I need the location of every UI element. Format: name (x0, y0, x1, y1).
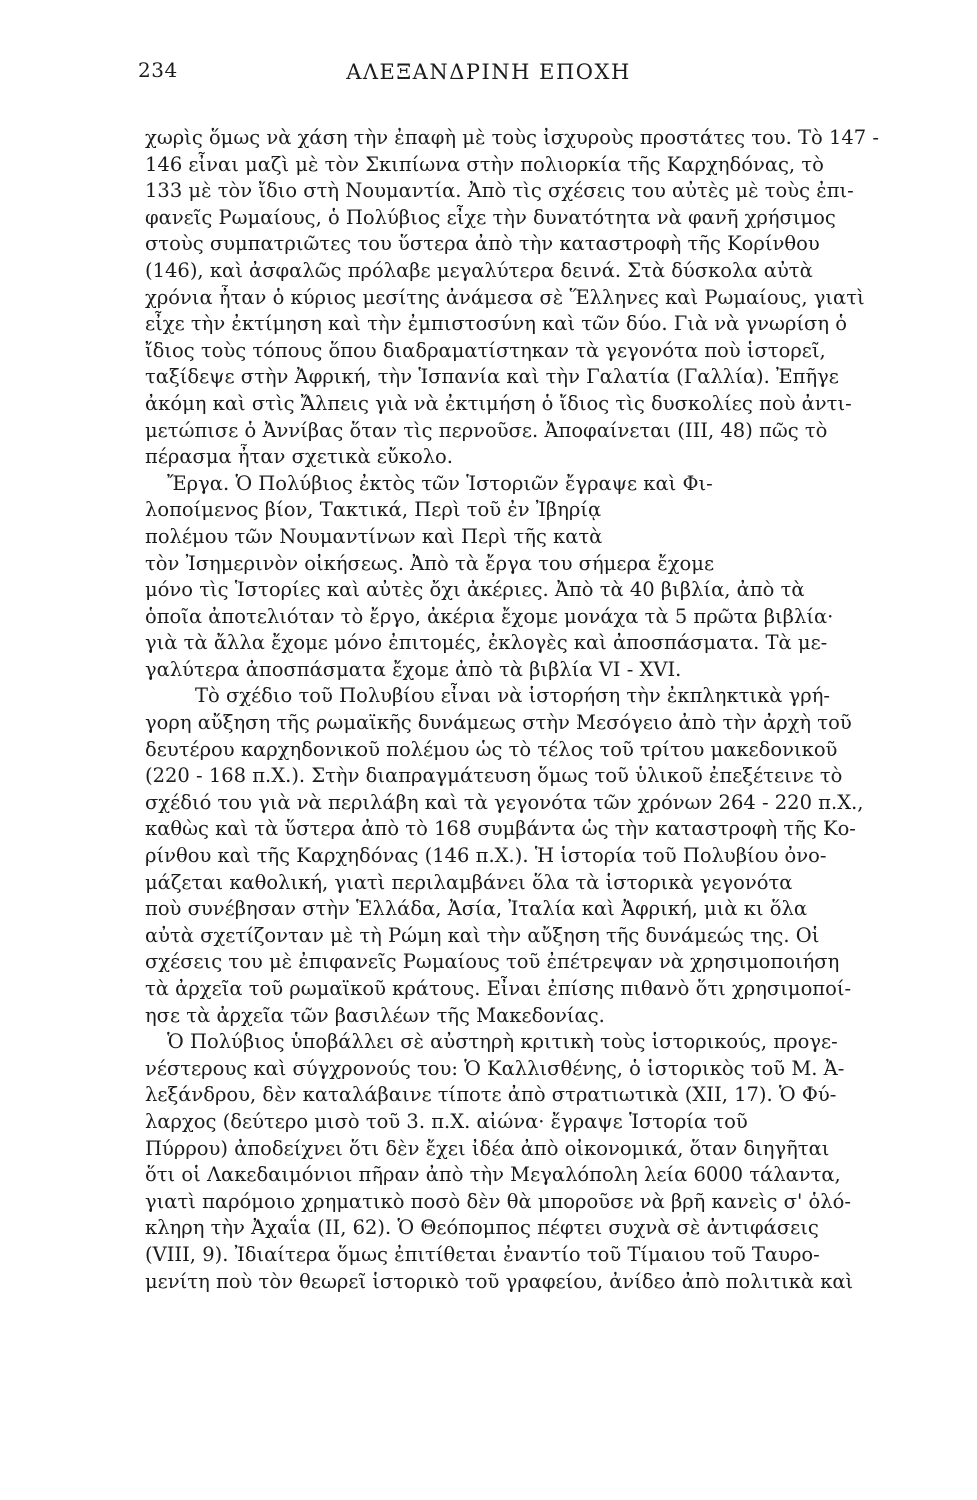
text-line: στοὺς συμπατριῶτες του ὕστερα ἀπὸ τὴν καταστροφὴ τῆς Κορίνθου (145, 232, 820, 256)
text-line: 146 εἶναι μαζὶ μὲ τὸν Σκιπίωνα στὴν πολιορκία τῆς Καρχηδόνας, τὸ (145, 152, 824, 176)
text-line: γιὰ τὰ ἄλλα ἔχομε μόνο ἐπιτομές, ἐκλογὲς καὶ ἀποσπάσματα. Τὰ με- (145, 631, 828, 655)
text-line: χρόνια ἦταν ὁ κύριος μεσίτης ἀνάμεσα σὲ Ἕλληνες καὶ Ρωμαίους, γιατὶ (145, 285, 865, 309)
text-line: (146), καὶ ἀσφαλῶς πρόλαβε μεγαλύτερα δεινά. Στὰ δύσκολα αὐτὰ (145, 258, 813, 282)
text-line: σχέδιό του γιὰ νὰ περιλάβη καὶ τὰ γεγονότα τῶν χρόνων 264 - 220 π.Χ., (145, 790, 864, 814)
text-line: λοποίμενος βίον, Τακτικά, Περὶ τοῦ ἐν Ἰβηρίᾳ (145, 498, 602, 522)
running-head: ΑΛΕΞΑΝΔΡΙΝΗ ΕΠΟΧΗ (346, 60, 631, 84)
body-text (145, 125, 935, 1295)
text-line: τὸν Ἰσημερινὸν οἰκήσεως. Ἀπὸ τὰ ἔργα του σήμερα ἔχομε (145, 551, 715, 575)
text-line: δευτέρου καρχηδονικοῦ πολέμου ὡς τὸ τέλος τοῦ τρίτου μακεδονικοῦ (145, 737, 838, 761)
text-line: 133 μὲ τὸν ἴδιο στὴ Νουμαντία. Ἀπὸ τὶς σχέσεις του αὐτὲς μὲ τοὺς ἐπι- (145, 179, 854, 203)
text-line: μόνο τὶς Ἱστορίες καὶ αὐτὲς ὄχι ἀκέριες. Ἀπὸ τὰ 40 βιβλία, ἀπὸ τὰ (145, 578, 805, 602)
page-number: 234 (138, 58, 178, 82)
text-line: μετώπισε ὁ Ἀννίβας ὅταν τὶς περνοῦσε. Ἀποφαίνεται (III, 48) πῶς τὸ (145, 418, 828, 442)
text-line: χωρὶς ὅμως νὰ χάση τὴν ἐπαφὴ μὲ τοὺς ἰσχυροὺς προστάτες του. Τὸ 147 - (145, 126, 879, 149)
text-line: γιατὶ παρόμοιο χρηματικὸ ποσὸ δὲν θὰ μποροῦσε νὰ βρῆ κανεὶς σ' ὁλό- (145, 1189, 851, 1213)
text-line: ἀκόμη καὶ στὶς Ἄλπεις γιὰ νὰ ἐκτιμήση ὁ ἴδιος τὶς δυσκολίες ποὺ ἀντι- (145, 391, 852, 415)
text-line: ἴδιος τοὺς τόπους ὅπου διαδραματίστηκαν τὰ γεγονότα ποὺ ἱστορεῖ, (145, 338, 826, 362)
text-line: κληρη τὴν Ἀχαΐα (II, 62). Ὁ Θεόπομπος πέφτει συχνὰ σὲ ἀντιφάσεις (145, 1216, 819, 1240)
text-line: ταξίδεψε στὴν Ἀφρική, τὴν Ἱσπανία καὶ τὴν Γαλατία (Γαλλία). Ἐπῆγε (145, 365, 839, 389)
text-line: λεξάνδρου, δὲν καταλάβαινε τίποτε ἀπὸ στρατιωτικὰ (XII, 17). Ὁ Φύ- (145, 1083, 837, 1107)
text-line: πέρασμα ἦταν σχετικὰ εὔκολο. (145, 445, 453, 469)
text-line: γαλύτερα ἀποσπάσματα ἔχομε ἀπὸ τὰ βιβλία VI - XVI. (145, 657, 682, 681)
text-line: εἶχε τὴν ἐκτίμηση καὶ τὴν ἐμπιστοσύνη καὶ τῶν δύο. Γιὰ νὰ γνωρίση ὁ (145, 312, 847, 336)
text-line: καθὼς καὶ τὰ ὕστερα ἀπὸ τὸ 168 συμβάντα ὡς τὴν καταστροφὴ τῆς Κο- (145, 817, 856, 841)
text-line: Ἔργα. Ὁ Πολύβιος ἐκτὸς τῶν Ἱστοριῶν ἔγραψε καὶ Φι- (167, 471, 713, 495)
text-line: μάζεται καθολική, γιατὶ περιλαμβάνει ὅλα τὰ ἱστορικὰ γεγονότα (145, 870, 793, 894)
text-line: ρίνθου καὶ τῆς Καρχηδόνας (146 π.Χ.). Ἡ ἱστορία τοῦ Πολυβίου ὀνο- (145, 844, 827, 868)
text-line: μενίτη ποὺ τὸν θεωρεῖ ἱστορικὸ τοῦ γραφείου, ἀνίδεο ἀπὸ πολιτικὰ καὶ (145, 1269, 854, 1293)
text-line: αὐτὰ σχετίζονταν μὲ τὴ Ρώμη καὶ τὴν αὔξηση τῆς δυνάμεώς της. Οἱ (145, 923, 820, 947)
text-line: σχέσεις του μὲ ἐπιφανεῖς Ρωμαίους τοῦ ἐπέτρεψαν νὰ χρησιμοποιήση (145, 950, 840, 974)
text-line: πολέμου τῶν Νουμαντίνων καὶ Περὶ τῆς κατὰ (145, 524, 603, 548)
text-line: φανεῖς Ρωμαίους, ὁ Πολύβιος εἶχε τὴν δυνατότητα νὰ φανῆ χρήσιμος (145, 205, 836, 229)
text-line: λαρχος (δεύτερο μισὸ τοῦ 3. π.Χ. αἰώνα· ἔγραψε Ἱστορία τοῦ (145, 1109, 748, 1133)
text-line: ὅτι οἱ Λακεδαιμόνιοι πῆραν ἀπὸ τὴν Μεγαλόπολη λεία 6000 τάλαντα, (145, 1163, 841, 1187)
text-line: νέστερους καὶ σύγχρονούς του: Ὁ Καλλισθένης, ὁ ἱστορικὸς τοῦ Μ. Ἀ- (145, 1056, 845, 1080)
text-line: Πύρρου) ἀποδείχνει ὅτι δὲν ἔχει ἰδέα ἀπὸ οἰκονομικά, ὅταν διηγῆται (145, 1136, 830, 1160)
text-line: τὰ ἀρχεῖα τοῦ ρωμαϊκοῦ κράτους. Εἶναι ἐπίσης πιθανὸ ὅτι χρησιμοποί- (145, 977, 852, 1000)
text-line: Ὁ Πολύβιος ὑποβάλλει σὲ αὐστηρὴ κριτικὴ τοὺς ἱστορικούς, προγε- (167, 1030, 838, 1054)
text-line: ὁποῖα ἀποτελιόταν τὸ ἔργο, ἀκέρια ἔχομε μονάχα τὰ 5 πρῶτα βιβλία· (145, 604, 834, 628)
text-line: (VIII, 9). Ἰδιαίτερα ὅμως ἐπιτίθεται ἐναντίο τοῦ Τίμαιου τοῦ Ταυρο- (145, 1242, 820, 1266)
text-line: Τὸ σχέδιο τοῦ Πολυβίου εἶναι νὰ ἱστορήση τὴν ἐκπληκτικὰ γρή- (195, 684, 831, 708)
text-line: γορη αὔξηση τῆς ρωμαϊκῆς δυνάμεως στὴν Μεσόγειο ἀπὸ τὴν ἀρχὴ τοῦ (145, 711, 852, 735)
text-line: ησε τὰ ἀρχεῖα τῶν βασιλέων τῆς Μακεδονίας. (145, 1003, 605, 1027)
text-line: ποὺ συνέβησαν στὴν Ἑλλάδα, Ἀσία, Ἰταλία καὶ Ἀφρική, μιὰ κι ὅλα (145, 897, 808, 921)
text-line: (220 - 168 π.Χ.). Στὴν διαπραγμάτευση ὅμως τοῦ ὑλικοῦ ἐπεξέτεινε τὸ (145, 764, 843, 788)
